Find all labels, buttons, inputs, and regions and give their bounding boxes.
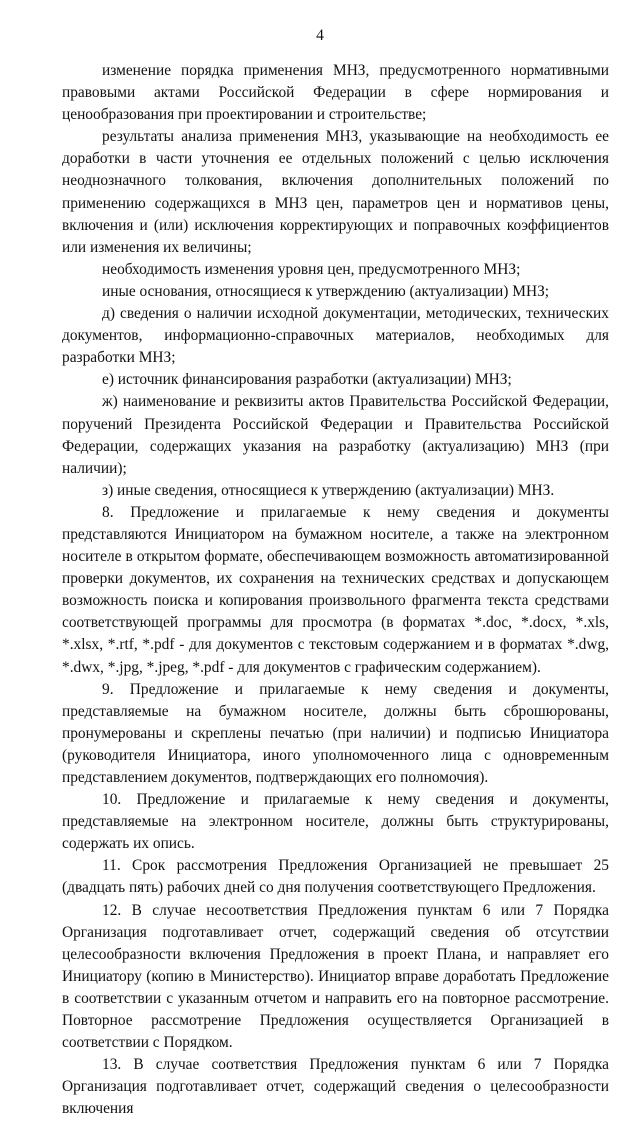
paragraph-clause-12: 12. В случае несоответствия Предложения пунктам 6 или 7 Порядка Организация подготавливает отчет, содержащий сведения об отсутствии целесообразности включения Предложения в проект Плана, и направляет его Инициатору (копию в Министерство). Инициатор вправе доработать Предложение в соответствии с указанным отчетом и направить его на повторное рассмотрение. Повторное рассмотрение Предложения осуществляется Организацией в соответствии с Порядком. (62, 901, 609, 1052)
paragraph-item-zh: ж) наименование и реквизиты актов Правительства Российской Федерации, поручений Президента Российской Федерации и Правительства Российской Федерации, содержащих указания на разработку (актуализацию) МНЗ (при наличии); (62, 393, 609, 477)
paragraph-other-grounds: иные основания, относящиеся к утверждению (актуализации) МНЗ; (102, 282, 550, 300)
paragraph-clause-11: 11. Срок рассмотрения Предложения Организацией не превышает 25 (двадцать пять) рабочих дней со дня получения соответствующего Предложения. (62, 857, 609, 897)
paragraph-clause-13: 13. В случае соответствия Предложения пунктам 6 или 7 Порядка Организация подготавливает отчет, содержащий сведения о целесообразности включения (62, 1056, 609, 1118)
paragraph-item-e: е) источник финансирования разработки (актуализации) МНЗ; (102, 371, 512, 389)
paragraph-analysis-results: результаты анализа применения МНЗ, указывающие на необходимость ее доработки в части уточнения ее отдельных положений с целью исключения неоднозначного толкования, включения дополнительных положений по применению содержащихся в МНЗ цен, параметров цен и нормативов цены, включения и (или) исключения корректирующих и поправочных коэффициентов или изменения их величины; (62, 128, 609, 256)
paragraph-norm-change: изменение порядка применения МНЗ, предусмотренного нормативными правовыми актами Российской Федерации в сфере нормирования и ценообразования при проектировании и строительстве; (62, 62, 609, 124)
paragraph-item-z: з) иные сведения, относящиеся к утверждению (актуализации) МНЗ. (102, 481, 555, 499)
paragraph-price-level: необходимость изменения уровня цен, предусмотренного МНЗ; (102, 260, 521, 278)
paragraph-item-d: д) сведения о наличии исходной документации, методических, технических документов, информационно-справочных материалов, необходимых для разработки МНЗ; (62, 305, 609, 367)
paragraph-clause-9: 9. Предложение и прилагаемые к нему сведения и документы, представляемые на бумажном носителе, должны быть сброшюрованы, пронумерованы и скреплены печатью (при наличии) и подписью Инициатора (руководителя Инициатора, иного уполномоченного лица с одновременным представлением документов, подтверждающих его полномочия). (62, 680, 609, 786)
paragraph-clause-8: 8. Предложение и прилагаемые к нему сведения и документы представляются Инициатором на бумажном носителе, а также на электронном носителе в открытом формате, обеспечивающем возможность автоматизированной проверки документов, их сохранения на технических средствах и допускающем возможность поиска и копирования произвольного фрагмента текста средствами соответствующей программы для просмотра (в форматах *.doc, *.docx, *.xls, *.xlsx, *.rtf, *.pdf - для документов с текстовым содержанием и в форматах *.dwg, *.dwx, *.jpg, *.jpeg, *.pdf - для документов с графическим содержанием). (62, 503, 609, 676)
paragraph-clause-10: 10. Предложение и прилагаемые к нему сведения и документы, представляемые на электронном носителе, должны быть структурированы, содержать их опись. (62, 791, 609, 853)
document-body (62, 60, 609, 1121)
page-number: 4 (316, 27, 324, 44)
